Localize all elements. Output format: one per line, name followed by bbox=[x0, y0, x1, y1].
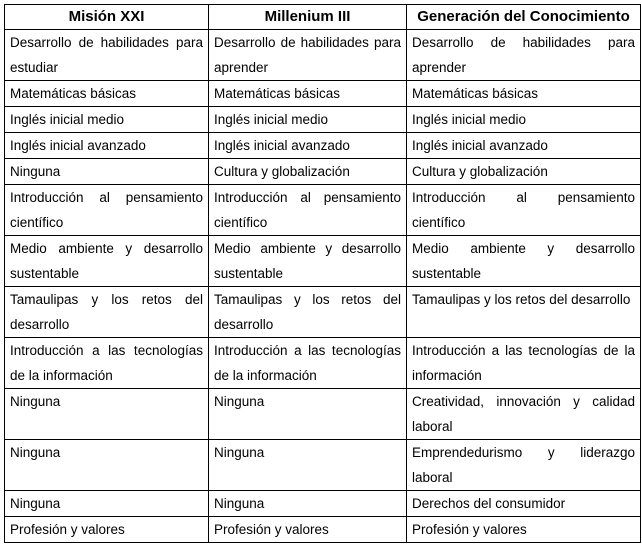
table-row bbox=[5, 491, 641, 517]
table-row bbox=[5, 30, 641, 81]
table-cell: Introducción a las tecnologías de la información bbox=[407, 338, 641, 389]
table-cell: Inglés inicial medio bbox=[407, 107, 641, 133]
column-header-generacion-del-conocimiento: Generación del Conocimiento bbox=[407, 5, 641, 30]
table-row bbox=[5, 287, 641, 338]
table-cell: Inglés inicial avanzado bbox=[407, 133, 641, 159]
table-cell: Derechos del consumidor bbox=[407, 491, 641, 517]
table-row bbox=[5, 517, 641, 543]
table-cell: Ninguna bbox=[5, 440, 209, 491]
table-cell: Medio ambiente y desarrollo sustentable bbox=[407, 236, 641, 287]
table-cell: Profesión y valores bbox=[209, 517, 407, 543]
column-header-mision-xxi: Misión XXI bbox=[5, 5, 209, 30]
table-cell: Cultura y globalización bbox=[407, 159, 641, 185]
table-row bbox=[5, 440, 641, 491]
table-cell: Ninguna bbox=[209, 389, 407, 440]
table-cell: Inglés inicial avanzado bbox=[5, 133, 209, 159]
table-row bbox=[5, 185, 641, 236]
table-cell: Introducción a las tecnologías de la información bbox=[5, 338, 209, 389]
table-cell: Introducción al pensamiento científico bbox=[209, 185, 407, 236]
table-cell: Desarrollo de habilidades para aprender bbox=[209, 30, 407, 81]
table-row bbox=[5, 159, 641, 185]
table-cell: Inglés inicial medio bbox=[209, 107, 407, 133]
column-header-millenium-iii: Millenium III bbox=[209, 5, 407, 30]
table-cell: Cultura y globalización bbox=[209, 159, 407, 185]
table-cell: Emprendedurismo y liderazgo laboral bbox=[407, 440, 641, 491]
table-cell: Ninguna bbox=[5, 491, 209, 517]
table-row bbox=[5, 338, 641, 389]
table-cell: Inglés inicial medio bbox=[5, 107, 209, 133]
table-row bbox=[5, 107, 641, 133]
table-cell: Introducción al pensamiento científico bbox=[407, 185, 641, 236]
table-cell: Medio ambiente y desarrollo sustentable bbox=[5, 236, 209, 287]
table-cell: Ninguna bbox=[209, 491, 407, 517]
table-row bbox=[5, 81, 641, 107]
curriculum-comparison-table bbox=[4, 4, 641, 543]
table-cell: Matemáticas básicas bbox=[407, 81, 641, 107]
table-cell: Tamaulipas y los retos del desarrollo bbox=[407, 287, 641, 338]
table-cell: Matemáticas básicas bbox=[5, 81, 209, 107]
table-row bbox=[5, 389, 641, 440]
header-row bbox=[5, 5, 641, 30]
table-cell: Introducción a las tecnologías de la información bbox=[209, 338, 407, 389]
table-cell: Introducción al pensamiento científico bbox=[5, 185, 209, 236]
table-cell: Ninguna bbox=[5, 389, 209, 440]
table-cell: Desarrollo de habilidades para estudiar bbox=[5, 30, 209, 81]
table-cell: Desarrollo de habilidades para aprender bbox=[407, 30, 641, 81]
table-cell: Inglés inicial avanzado bbox=[209, 133, 407, 159]
table-row bbox=[5, 236, 641, 287]
table-cell: Matemáticas básicas bbox=[209, 81, 407, 107]
table-cell: Ninguna bbox=[5, 159, 209, 185]
table-cell: Tamaulipas y los retos del desarrollo bbox=[209, 287, 407, 338]
table-cell: Profesión y valores bbox=[407, 517, 641, 543]
table-cell: Medio ambiente y desarrollo sustentable bbox=[209, 236, 407, 287]
table-cell: Ninguna bbox=[209, 440, 407, 491]
table-cell: Creatividad, innovación y calidad laboral bbox=[407, 389, 641, 440]
table-cell: Tamaulipas y los retos del desarrollo bbox=[5, 287, 209, 338]
table-cell: Profesión y valores bbox=[5, 517, 209, 543]
table-row bbox=[5, 133, 641, 159]
